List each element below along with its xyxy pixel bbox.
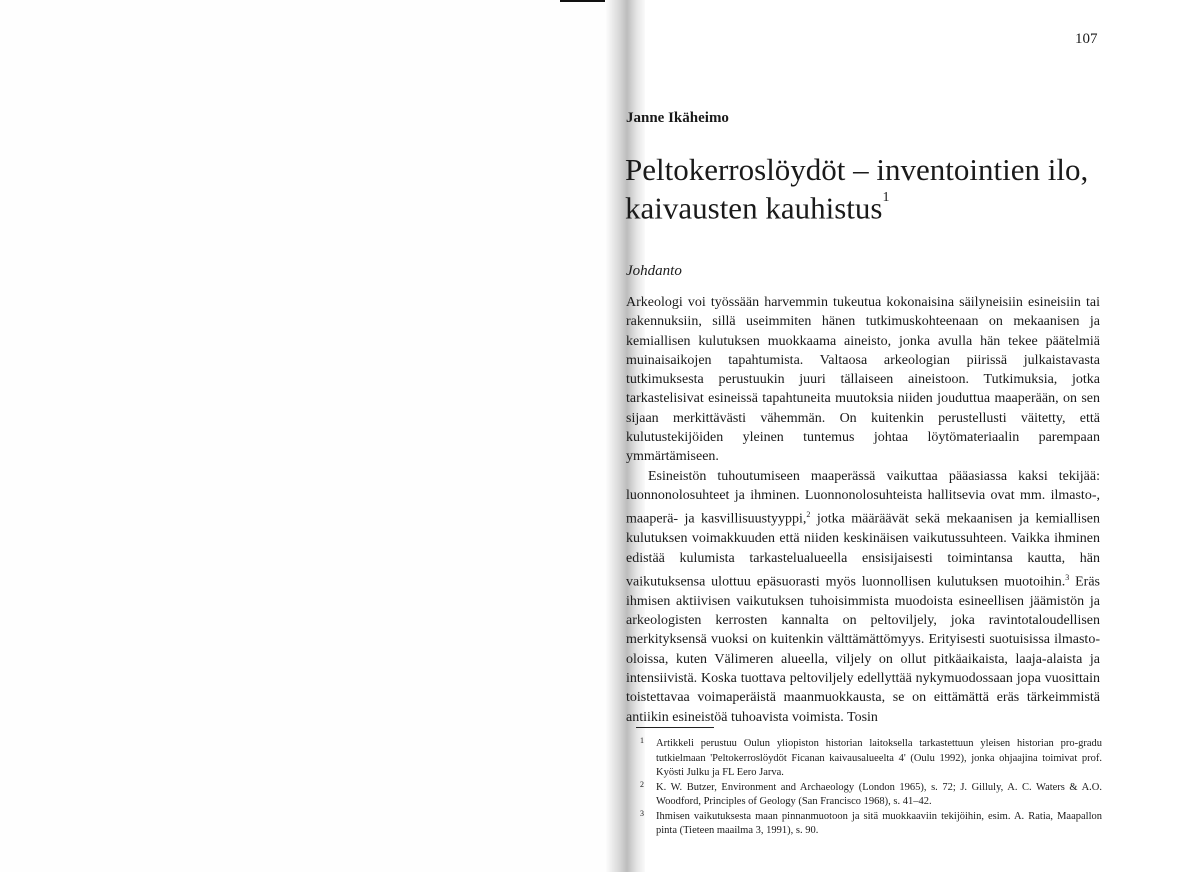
footnote-number: 1 (640, 736, 644, 745)
footnote-3 (640, 810, 1102, 839)
author-name: Janne Ikäheimo (626, 110, 729, 126)
paragraph-text: Arkeologi voi työssään harvemmin tukeutua kokonaisina säilyneisiin esineisiin tai rakennuksiin, sillä useimmiten hänen tutkimuskohteenaan on mekaanisen ja kemiallisen kulutuksen muokkaama aineisto, jonka avulla hän tekee päätelmiä muinaisaikojen tapahtumista. Valtaosa arkeologian piirissä julkaistavasta tutkimuksesta perustuukin juuri tällaiseen aineistoon. Tutkimuksia, jotka tarkastelisivat esineissä tapahtuneita muutoksia niiden jouduttua maaperään, on sen sijaan merkittävästi vähemmän. On kuitenkin perustellusti väitetty, että kulutustekijöiden yleinen tuntemus johtaa löytömateriaalin parempaan ymmärtämiseen. (626, 295, 1100, 465)
article-title (625, 153, 1095, 225)
section-heading: Johdanto (626, 263, 682, 279)
footnote-1 (640, 737, 1102, 781)
paragraph-1 (626, 293, 1100, 467)
footnote-marker: 3 (1065, 572, 1070, 582)
title-footnote-marker: 1 (882, 190, 890, 205)
footnote-2 (640, 781, 1102, 810)
footnote-number: 2 (640, 779, 644, 789)
paragraph-text: Esineistön tuhoutumiseen maaperässä vaikuttaa pääasiassa kaksi tekijää: luonnonolosuhteet ja ihminen. Luonnonolosuhteista hallitsevia ovat mm. ilmasto-, maaperä- ja kasvillisuustyyppi, (626, 468, 1100, 527)
footnote-separator (636, 727, 714, 728)
footnote-text: K. W. Butzer, Environment and Archaeology (London 1965), s. 72; J. Gilluly, A. C. Waters & A.O. Woodford, Principles of Geology (San Francisco 1968), s. 41–42. (656, 781, 1102, 807)
paragraph-2 (626, 467, 1100, 727)
footnote-text: Artikkeli perustuu Oulun yliopiston historian laitoksella tarkastettuun yleisen historian pro-gradu tutkielmaan 'Peltokerroslöydöt Ficanan kaivausalueelta 4' (Oulu 1992), jonka ohjaajina toimivat prof. Kyösti Julku ja FL Eero Jarva. (656, 738, 1102, 778)
footnotes (640, 737, 1102, 839)
paragraph-text: jotka määräävät sekä mekaanisen ja kemiallisen kulutuksen voimakkuuden että niiden keskinäisen vaikutussuhteen. Vaikka ihminen edistää kulumista tarkastelualueella ensisijaisesti toimintansa kautta, hän vaikutuksensa ulottuu epäsuorasti myös luonnollisen kulutuksen muotoihin. (626, 511, 1100, 590)
footnote-marker: 2 (806, 510, 811, 520)
footnote-number: 3 (640, 808, 644, 818)
page-number: 107 (1075, 31, 1098, 47)
paragraph-text: Eräs ihmisen aktiivisen vaikutuksen tuhoisimmista muodoista esineellisen jäämistön ja arkeologisten kerrosten kannalta on peltoviljely, joka ravintotaloudellisen merkityksensä vuoksi on kuitenkin välttämättömyys. Erityisesti suotuisissa ilmasto-oloissa, kuten Välimeren alueella, viljely on ollut pitkäaikaista, laaja-alaista ja intensiivistä. Koska tuottava peltoviljely edellyttää nykymuodossaan jopa vuosittain toistettavaa voimaperäistä maanmuokkausta, se on eittämättä eräs tärkeimmistä antiikin esineistöä tuhoavista voimista. Tosin (626, 574, 1100, 725)
article-title-text: Peltokerroslöydöt – inventointien ilo, kaivausten kauhistus (625, 152, 1089, 226)
body-text (626, 293, 1100, 727)
footnote-text: Ihmisen vaikutuksesta maan pinnanmuotoon ja sitä muokkaaviin tekijöihin, esim. A. Ratia, Maapallon pinta (Tieteen maailma 3, 1991), s. 90. (656, 810, 1102, 836)
